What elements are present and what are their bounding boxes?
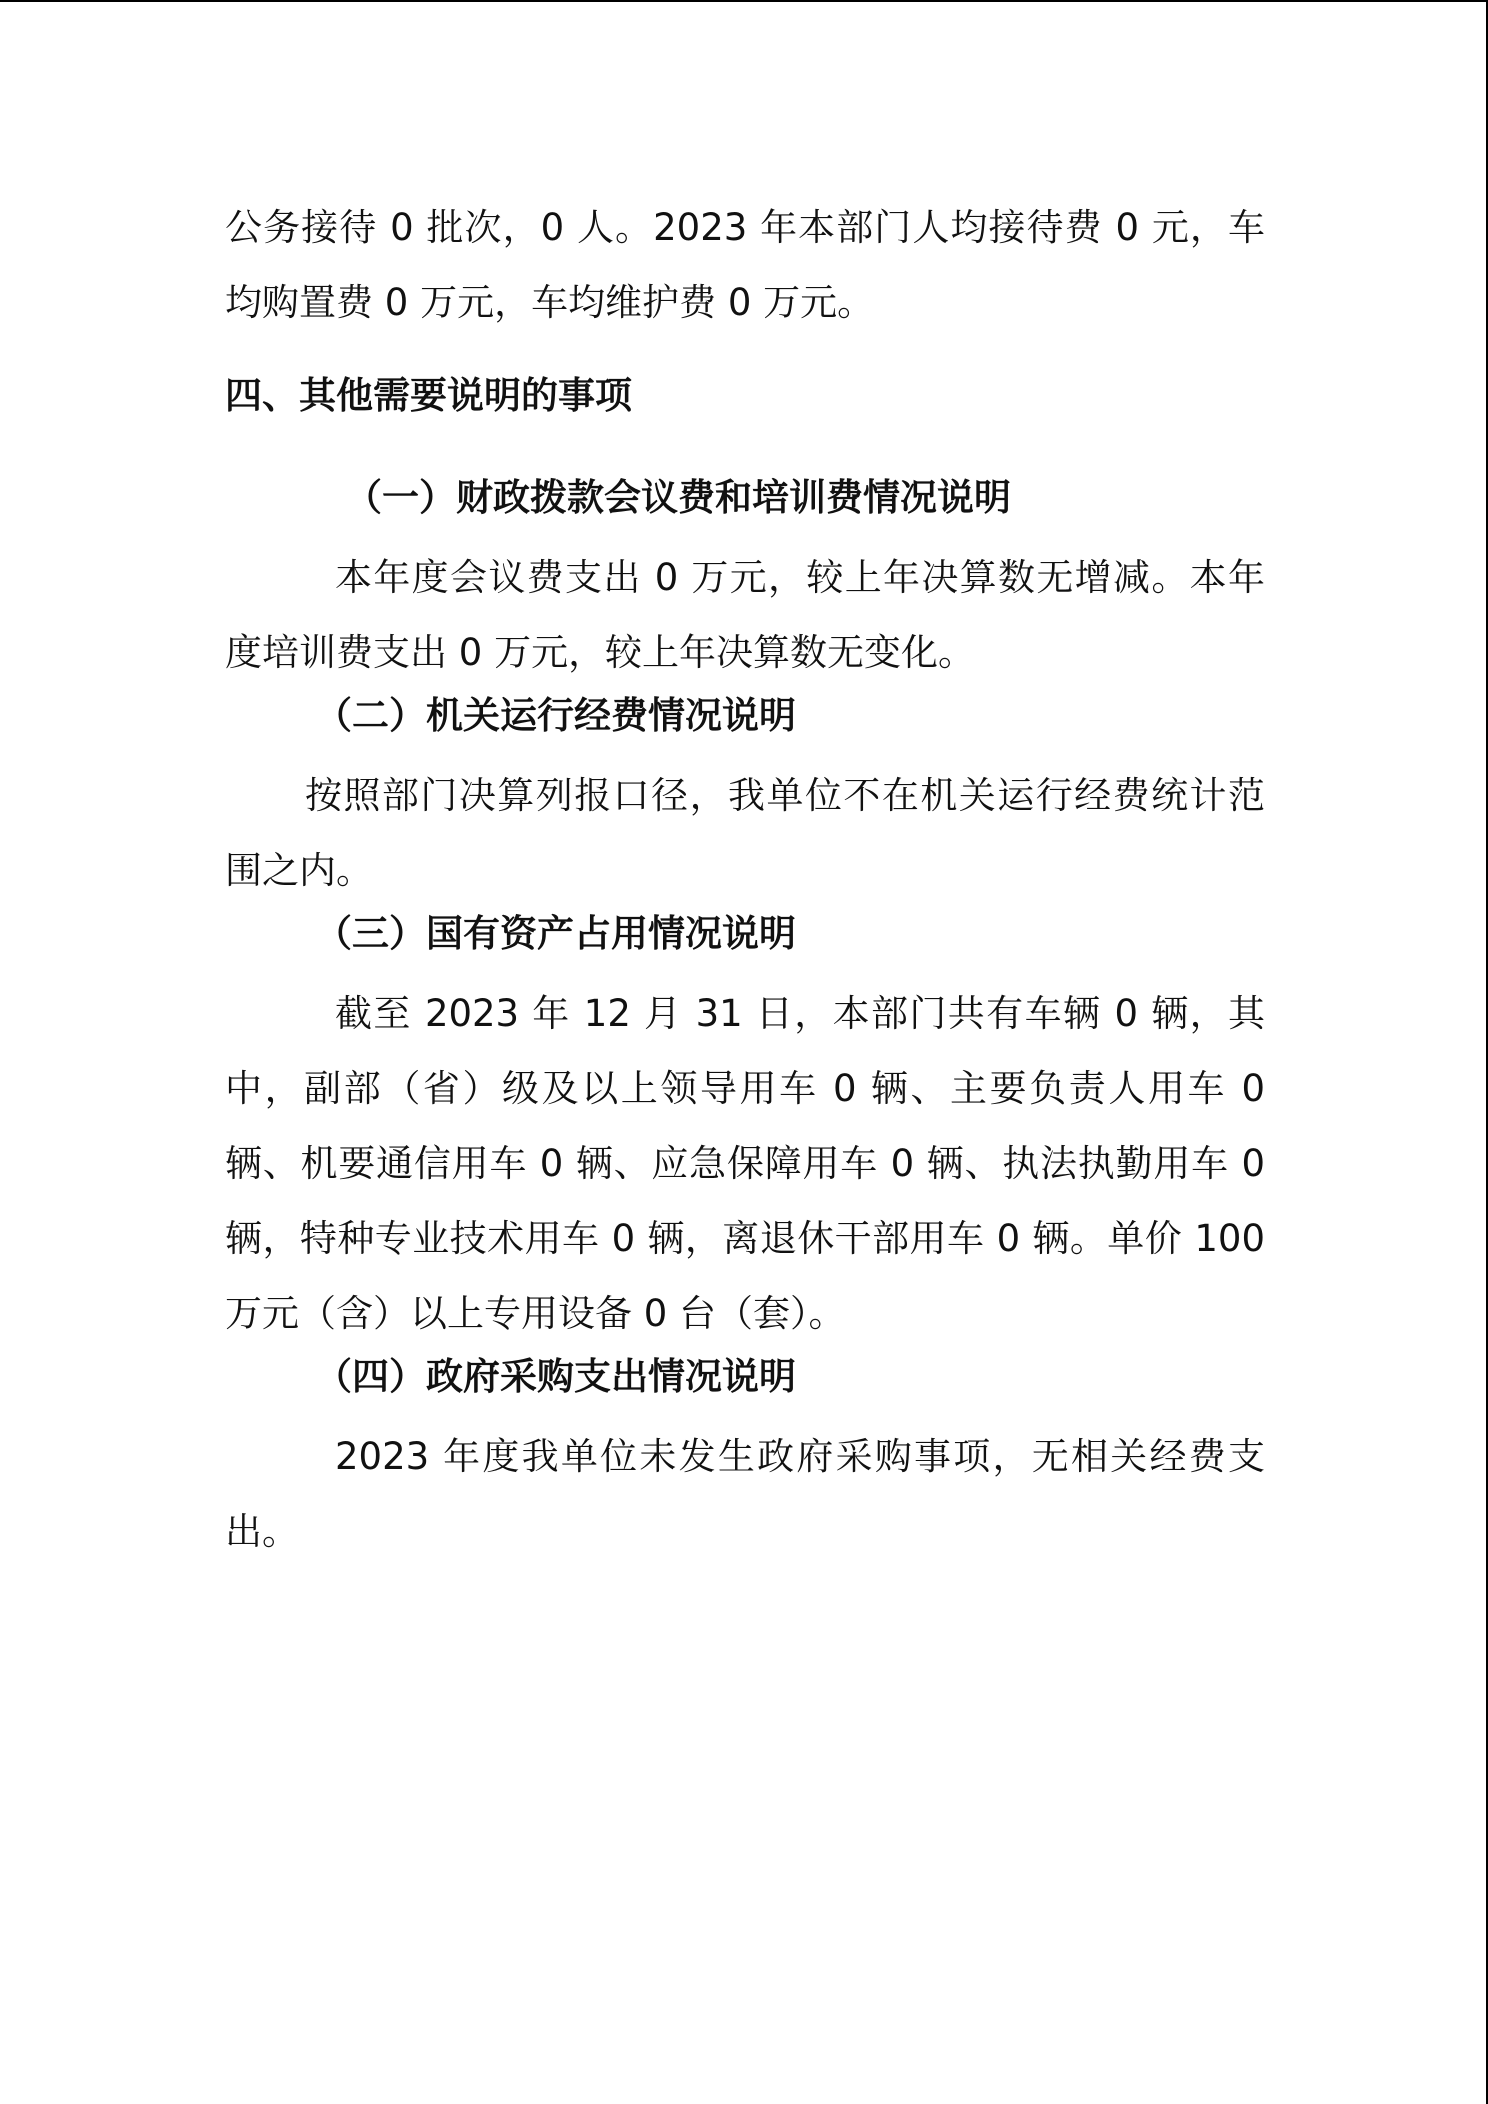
subsection-heading-meeting-training: （一）财政拨款会议费和培训费情况说明: [345, 475, 1011, 519]
subsection-body-state-assets: 截至 2023 年 12 月 31 日，本部门共有车辆 0 辆，其中，副部（省）级及以上领导用车 0 辆、主要负责人用车 0 辆、机要通信用车 0 辆、应急保障用车 0 辆、执法执勤用车 0 辆，特种专业技术用车 0 辆，离退休干部用车 0 辆。单价 100 万元（含）以上专用设备 0 台（套）。: [225, 992, 1265, 1335]
subsection-heading-procurement: （四）政府采购支出情况说明: [315, 1354, 796, 1398]
subsection-body-meeting-training: 本年度会议费支出 0 万元，较上年决算数无增减。本年度培训费支出 0 万元，较上年决算数无变化。: [225, 556, 1265, 674]
subsection-heading-state-assets: （三）国有资产占用情况说明: [315, 911, 796, 955]
subsection-body-operating-costs: 按照部门决算列报口径，我单位不在机关运行经费统计范围之内。: [225, 774, 1265, 892]
section-title: 四、其他需要说明的事项: [225, 373, 632, 417]
subsection-body-procurement: 2023 年度我单位未发生政府采购事项，无相关经费支出。: [225, 1435, 1265, 1553]
subsection-heading-operating-costs: （二）机关运行经费情况说明: [315, 693, 796, 737]
document-body: [225, 190, 1265, 1569]
intro-paragraph: 公务接待 0 批次，0 人。2023 年本部门人均接待费 0 元，车均购置费 0 万元，车均维护费 0 万元。: [225, 206, 1265, 324]
page-top-border: [0, 0, 1488, 2]
